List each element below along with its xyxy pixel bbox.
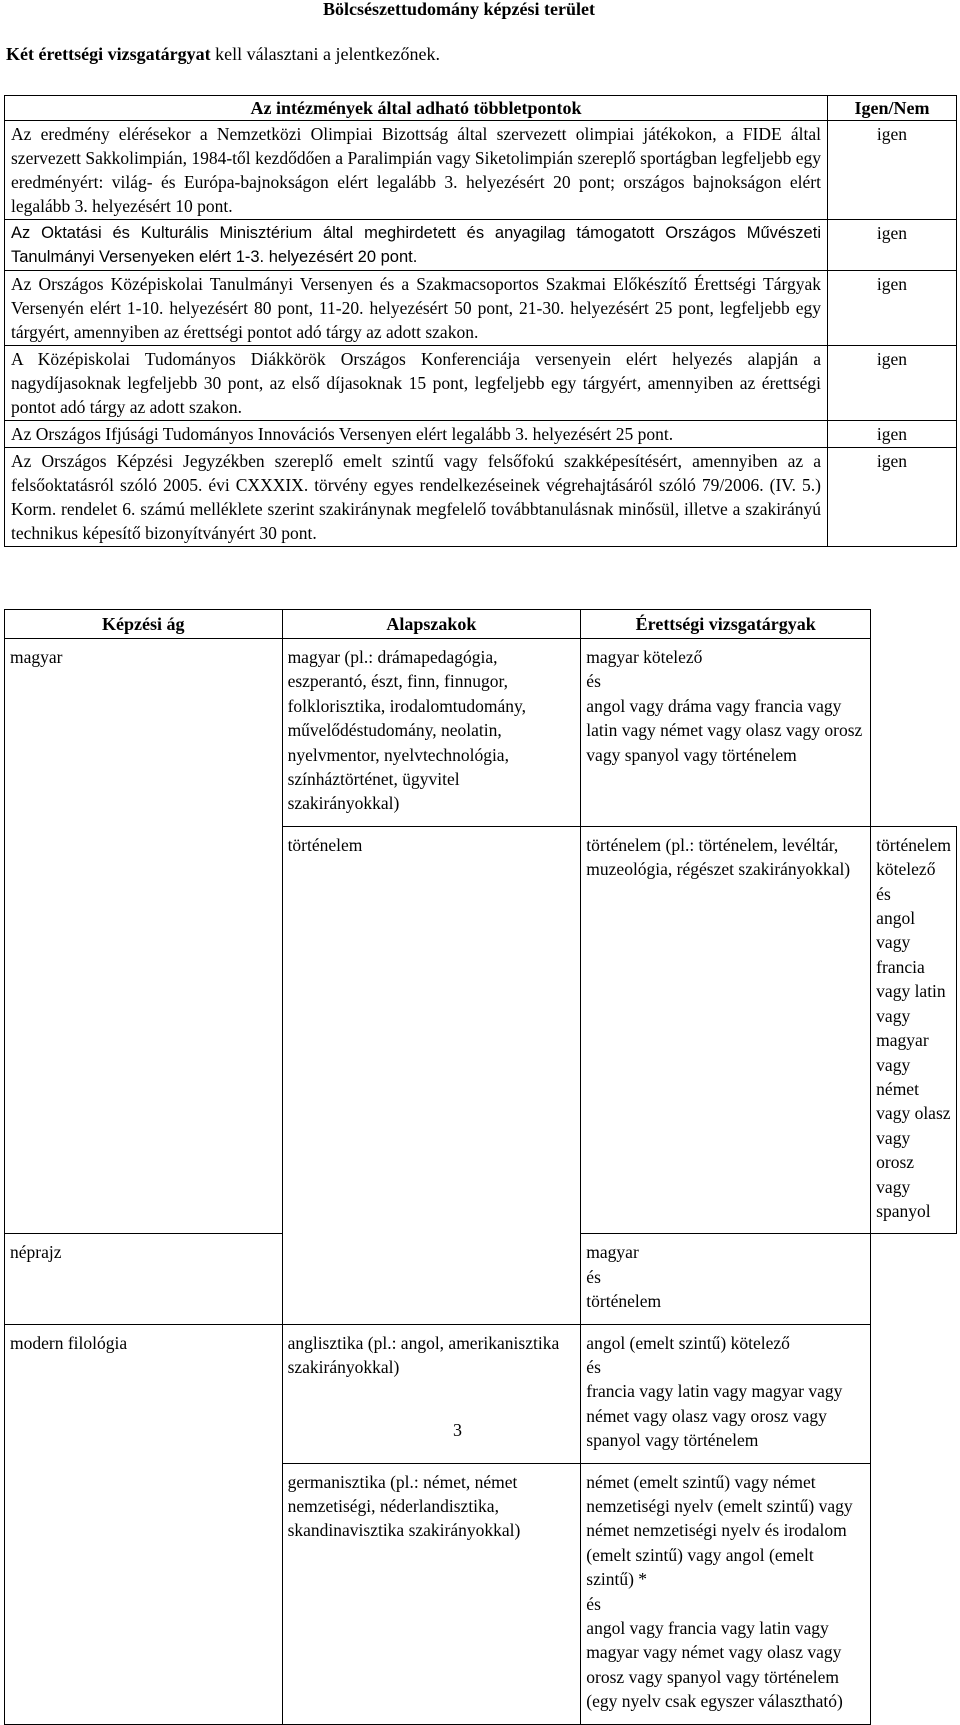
- bonus-row: [5, 271, 957, 346]
- bonus-points-table: [4, 95, 957, 547]
- subjects-cell: [581, 1324, 871, 1463]
- and-label: és: [876, 883, 891, 904]
- programme-cell: néprajz: [5, 1234, 283, 1324]
- subjects-cell: [581, 639, 871, 827]
- programme-cell: magyar (pl.: drámapedagógia, eszperantó, észt, finn, finnugor, folklorisztika, irodalomtudomány, művelődéstudomány, neolatin, nyelvmentor, nyelvtechnológia, színháztörténet, ügyvitel szakirányokkal): [282, 639, 581, 827]
- fields-row: [5, 639, 957, 827]
- area-title: Bölcsészettudomány képzési terület: [323, 0, 595, 19]
- intro-bold: Két érettségi vizsgatárgyat: [6, 44, 211, 64]
- bonus-row-value: igen: [828, 271, 957, 346]
- programme-cell: anglisztika (pl.: angol, amerikanisztika szakirányokkal): [282, 1324, 581, 1463]
- intro-sentence: [6, 44, 440, 65]
- and-label: és: [586, 671, 601, 692]
- bonus-row: [5, 346, 957, 421]
- subjects-cell: [581, 1234, 871, 1324]
- bonus-row: [5, 121, 957, 220]
- branch-cell: történelem: [282, 826, 581, 1324]
- bonus-row-value: igen: [828, 220, 957, 271]
- required-subject: történelem kötelező: [876, 834, 951, 880]
- bonus-row-value: igen: [828, 121, 957, 220]
- branch-cell: magyar: [5, 639, 283, 1234]
- bonus-header-points: Az intézmények által adható többletpontok: [5, 96, 828, 121]
- optional-subjects: angol vagy francia vagy latin vagy magyar vagy német vagy olasz vagy orosz vagy spanyol: [876, 908, 951, 1221]
- intro-rest: kell választani a jelentkezőnek.: [210, 44, 440, 64]
- fields-header-subjects: Érettségi vizsgatárgyak: [581, 610, 871, 639]
- optional-subjects: történelem: [586, 1291, 662, 1312]
- bonus-header-row: [5, 96, 957, 121]
- bonus-row-text: Az Országos Képzési Jegyzékben szereplő emelt szintű vagy felsőfokú szakképesítésért, amennyiben az a felsőoktatásról szóló 2005. évi CXXXIX. törvény egyes rendelkezéseinek végrehajtásáról szóló 79/2006. (IV. 5.) Korm. rendelet 6. számú melléklete szerint szakiránynak megfelelő továbbtanulásnak minősül, illetve a szakirányú technikus képesítő bizonyítványért 30 pont.: [5, 448, 828, 547]
- page-number: 3: [453, 1420, 462, 1440]
- bonus-row-value: igen: [828, 346, 957, 421]
- bonus-row: [5, 220, 957, 271]
- branch-cell: modern filológia: [5, 1324, 283, 1724]
- bonus-row-text: Az Országos Középiskolai Tanulmányi Versenyen és a Szakmacsoportos Szakmai Előkészítő Érettségi Tárgyak Versenyén elért 1-10. helyezésért 80 pont, 11-20. helyezésért 50 pont, 21-30. helyezésért 25 pont, legfeljebb egy tárgyért, amennyiben az érettségi pontot adó tárgy az adott szakon.: [5, 271, 828, 346]
- required-subject: magyar: [586, 1242, 639, 1263]
- and-label: és: [586, 1593, 601, 1614]
- required-subject: angol (emelt szintű) kötelező: [586, 1332, 790, 1353]
- optional-subjects: francia vagy latin vagy magyar vagy német vagy olasz vagy orosz vagy spanyol vagy történelem: [586, 1381, 843, 1451]
- subjects-cell: [581, 1463, 871, 1724]
- required-subject: német (emelt szintű) vagy német nemzetiségi nyelv (emelt szintű) vagy német nemzetiségi nyelv és irodalom (emelt szintű) vagy angol (emelt szintű) *: [586, 1471, 853, 1590]
- bonus-row-value: igen: [828, 448, 957, 547]
- required-subject: magyar kötelező: [586, 647, 703, 667]
- optional-subjects: angol vagy francia vagy latin vagy magyar vagy német vagy olasz vagy orosz vagy spanyol vagy történelem (egy nyelv csak egyszer választható): [586, 1618, 843, 1712]
- bonus-row-text: Az Országos Ifjúsági Tudományos Innovációs Versenyen elért legalább 3. helyezésért 25 pont.: [5, 421, 828, 448]
- bonus-row-text: Az eredmény elérésekor a Nemzetközi Olimpiai Bizottság által szervezett olimpiai játékokon, a FIDE által szervezett Sakkolimpián, 1984-től kezdődően a Paralimpián vagy Siketolimpián szereplő sportágban legfeljebb egy eredményért: világ- és Európa-bajnokságon elért legalább 3. helyezésért 20 pont; országos bajnokságon elért legalább 3. helyezésért 10 pont.: [5, 121, 828, 220]
- fields-row: [5, 1324, 957, 1463]
- fields-header-programme: Alapszakok: [282, 610, 581, 639]
- bonus-row-text: A Középiskolai Tudományos Diákkörök Országos Konferenciája versenyein elért helyezés alapján a nagydíjasoknak legfeljebb 30 pont, az első díjasoknak 15 pont, legfeljebb egy tárgyért, amennyiben az érettségi pontot adó tárgy az adott szakon.: [5, 346, 828, 421]
- fields-table: [4, 609, 957, 1725]
- and-label: és: [586, 1356, 601, 1377]
- bonus-row-value: igen: [828, 421, 957, 448]
- fields-header-row: [5, 610, 957, 639]
- optional-subjects: angol vagy dráma vagy francia vagy latin vagy német vagy olasz vagy orosz vagy spanyol vagy történelem: [586, 695, 863, 765]
- bonus-header-yesno: Igen/Nem: [828, 96, 957, 121]
- programme-cell: germanisztika (pl.: német, német nemzetiségi, néderlandisztika, skandinavisztika szakirányokkal): [282, 1463, 581, 1724]
- programme-cell: történelem (pl.: történelem, levéltár, muzeológia, régészet szakirányokkal): [581, 826, 871, 1234]
- bonus-row-text: Az Oktatási és Kulturális Minisztérium által meghirdetett és anyagilag támogatott Országos Művészeti Tanulmányi Versenyeken elért 1-3. helyezésért 20 pont.: [5, 220, 828, 271]
- subjects-cell: [871, 826, 957, 1234]
- bonus-row: [5, 448, 957, 547]
- bonus-row: [5, 421, 957, 448]
- and-label: és: [586, 1266, 601, 1287]
- fields-header-branch: Képzési ág: [5, 610, 283, 639]
